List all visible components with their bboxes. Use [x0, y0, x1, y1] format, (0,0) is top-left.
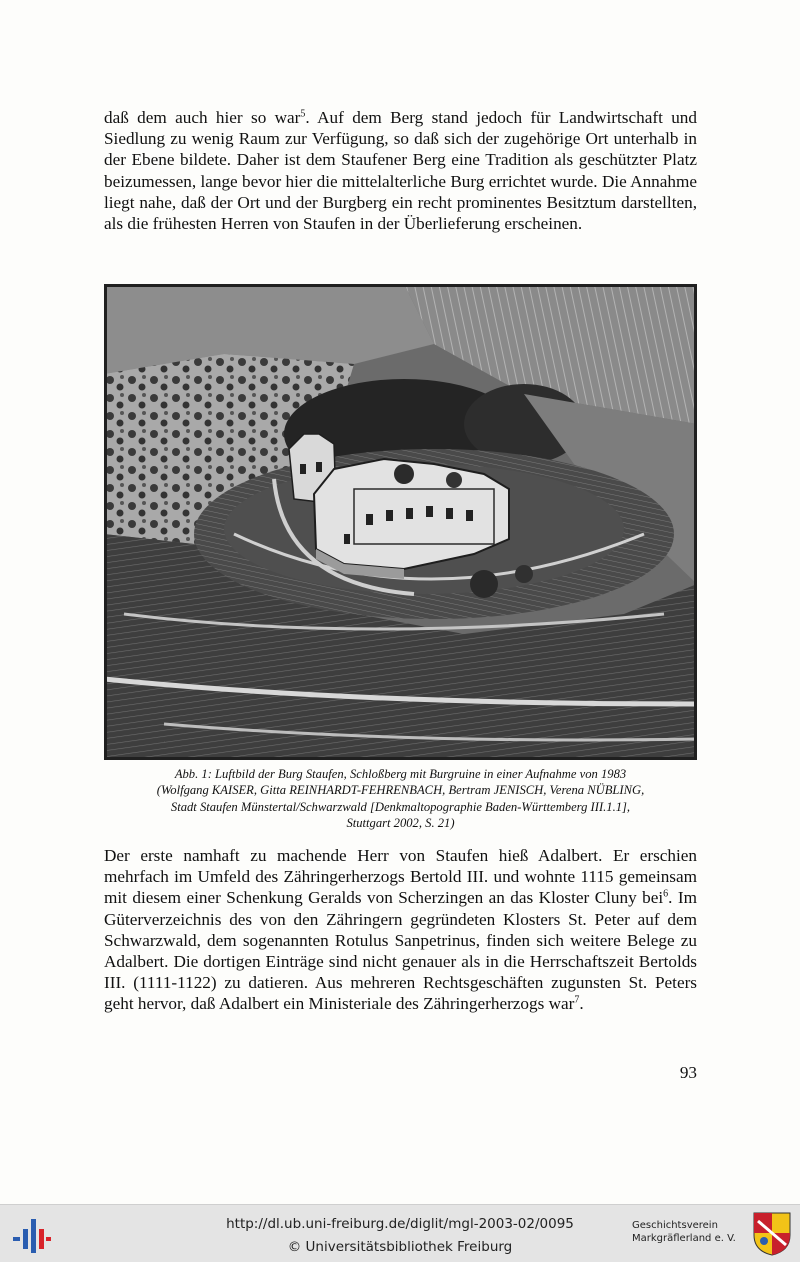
figure-caption [104, 766, 697, 832]
document-url-link[interactable]: http://dl.ub.uni-freiburg.de/diglit/mgl-2003-02/0095 [226, 1216, 574, 1232]
footnote-reference: 6 [663, 888, 669, 900]
caption-line: Abb. 1: Luftbild der Burg Staufen, Schloßberg mit Burgruine in einer Aufnahme von 1983 [174, 767, 627, 781]
page-number: 93 [679, 1063, 697, 1082]
ub-freiburg-logo-icon [10, 1215, 52, 1257]
markgraeflerland-crest-icon [752, 1211, 792, 1257]
society-name [632, 1219, 750, 1245]
photo-illustration [104, 284, 697, 760]
society-name-line: Markgräflerland e. V. [632, 1233, 736, 1244]
body-paragraph-1 [104, 107, 697, 234]
caption-line: (Wolfgang KAISER, Gitta REINHARDT-FEHRENBACH, Bertram JENISCH, Verena NÜBLING, [156, 783, 645, 798]
footer-bar [0, 1204, 800, 1262]
footnote-reference: 7 [574, 994, 580, 1006]
paragraph-text: . [579, 994, 584, 1014]
paragraph-text: Der erste namhaft zu machende Herr von Staufen hieß Adalbert. Er erschien mehrfach im Umfeld des Zähringerherzogs Bertold III. und wohnte 1115 gemeinsam mit diesem einer Schenkung Geralds von Scherzingen an das Kloster Cluny bei [104, 846, 697, 908]
body-paragraph-2 [104, 845, 697, 1015]
caption-line: Stuttgart 2002, S. 21) [346, 816, 455, 831]
society-name-line: Geschichtsverein [632, 1220, 718, 1231]
footnote-reference: 5 [300, 108, 306, 120]
paragraph-text: . Im Güterverzeichnis des von den Zähringern gegründeten Klosters St. Peter auf dem Schwarzwald, dem sogenannten Rotulus Sanpetrinus, finden sich weitere Belege zu Adalbert. Die dortigen Einträge sind nicht genauer als in die Herrschaftszeit Bertolds III. (1111-1122) zu datieren. Aus mehreren Rechtsgeschäften zugunsten St. Peters geht hervor, daß Adalbert ein Ministeriale des Zähringerherzogs war [104, 888, 698, 1014]
copyright-notice: © Universitätsbibliothek Freiburg [287, 1239, 513, 1255]
caption-line: Stadt Staufen Münstertal/Schwarzwald [Denkmaltopographie Baden-Württemberg III.1.1], [170, 799, 631, 814]
aerial-photo-castle-ruin [104, 284, 697, 760]
paragraph-text: . Auf dem Berg stand jedoch für Landwirtschaft und Siedlung zu wenig Raum zur Verfügung, so daß sich der zugehörige Ort unterhalb in der Ebene bildete. Daher ist dem Staufener Berg eine Tradition als geschützter Platz beizumessen, lange bevor hier die mittelalterliche Burg errichtet wurde. Die Annahme liegt nahe, daß der Ort und der Burgberg ein recht prominentes Besitztum darstellten, als die frühesten Herren von Staufen in der Überlieferung erscheinen. [104, 108, 697, 234]
paragraph-text: daß dem auch hier so war [104, 108, 301, 127]
